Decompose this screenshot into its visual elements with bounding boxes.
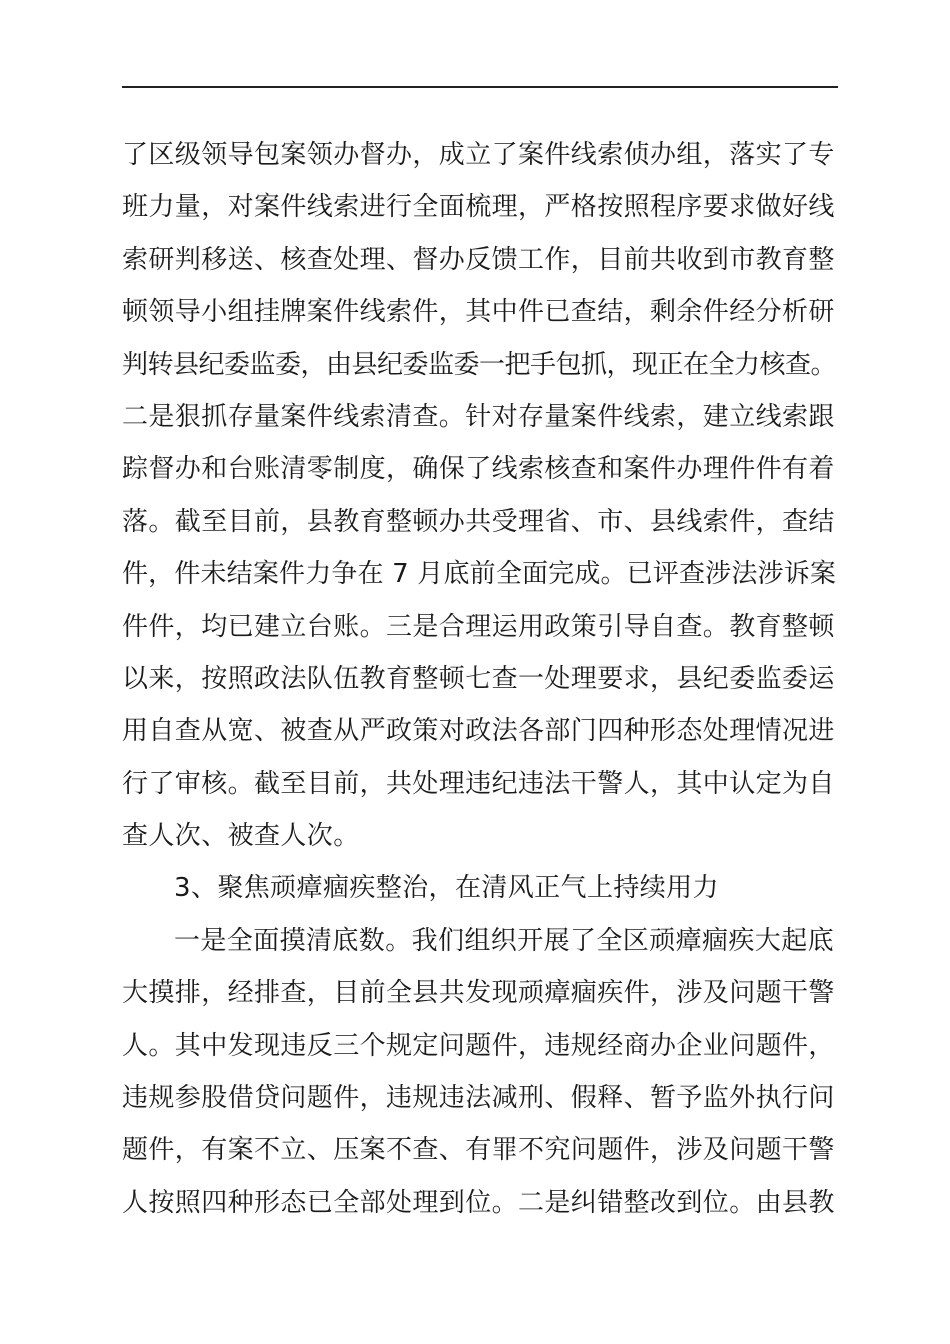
text-line: 以来，按照政法队伍教育整顿七查一处理要求，县纪委监委运: [122, 663, 835, 694]
text-line: 行了审核。截至目前，共处理违纪违法干警人，其中认定为自: [122, 768, 835, 799]
text-line: 件，件未结案件力争在 7 月底前全面完成。已评查涉法涉诉案: [122, 559, 837, 590]
text-line: 索研判移送、核查处理、督办反馈工作，目前共收到市教育整: [122, 244, 835, 275]
text-line: 题件，有案不立、压案不查、有罪不究问题件，涉及问题干警: [122, 1135, 835, 1166]
text-line: 查人次、被查人次。: [122, 821, 360, 852]
text-line: 二是狠抓存量案件线索清查。针对存量案件线索，建立线索跟: [122, 401, 835, 432]
text-line: 违规参股借贷问题件，违规违法减刑、假释、暂予监外执行问: [122, 1083, 835, 1114]
text-line: 踪督办和台账清零制度，确保了线索核查和案件办理件件有着: [122, 454, 835, 485]
text-line: 落。截至目前，县教育整顿办共受理省、市、县线索件，查结: [122, 506, 835, 537]
section-heading: 3、聚焦顽瘴痼疾整治，在清风正气上持续用力: [174, 873, 719, 904]
text-line: 件件，均已建立台账。三是合理运用政策引导自查。教育整顿: [122, 611, 835, 642]
document-body: [122, 129, 838, 1229]
paragraph-start: 一是全面摸清底数。我们组织开展了全区顽瘴痼疾大起底: [174, 925, 835, 956]
text-line: 判转县纪委监委，由县纪委监委一把手包抓，现正在全力核查。: [122, 349, 836, 380]
text-line: 顿领导小组挂牌案件线索件，其中件已查结，剩余件经分析研: [122, 297, 835, 328]
text-line: 用自查从宽、被查从严政策对政法各部门四种形态处理情况进: [122, 716, 835, 747]
text-line: 人按照四种形态已全部处理到位。二是纠错整改到位。由县教: [122, 1187, 835, 1218]
text-line: 大摸排，经排查，目前全县共发现顽瘴痼疾件，涉及问题干警: [122, 978, 835, 1009]
text-line: 人。其中发现违反三个规定问题件，违规经商办企业问题件，: [122, 1030, 835, 1061]
header-rule: [122, 86, 838, 88]
text-line: 了区级领导包案领办督办，成立了案件线索侦办组，落实了专: [122, 140, 835, 170]
text-line: 班力量，对案件线索进行全面梳理，严格按照程序要求做好线: [122, 192, 835, 223]
